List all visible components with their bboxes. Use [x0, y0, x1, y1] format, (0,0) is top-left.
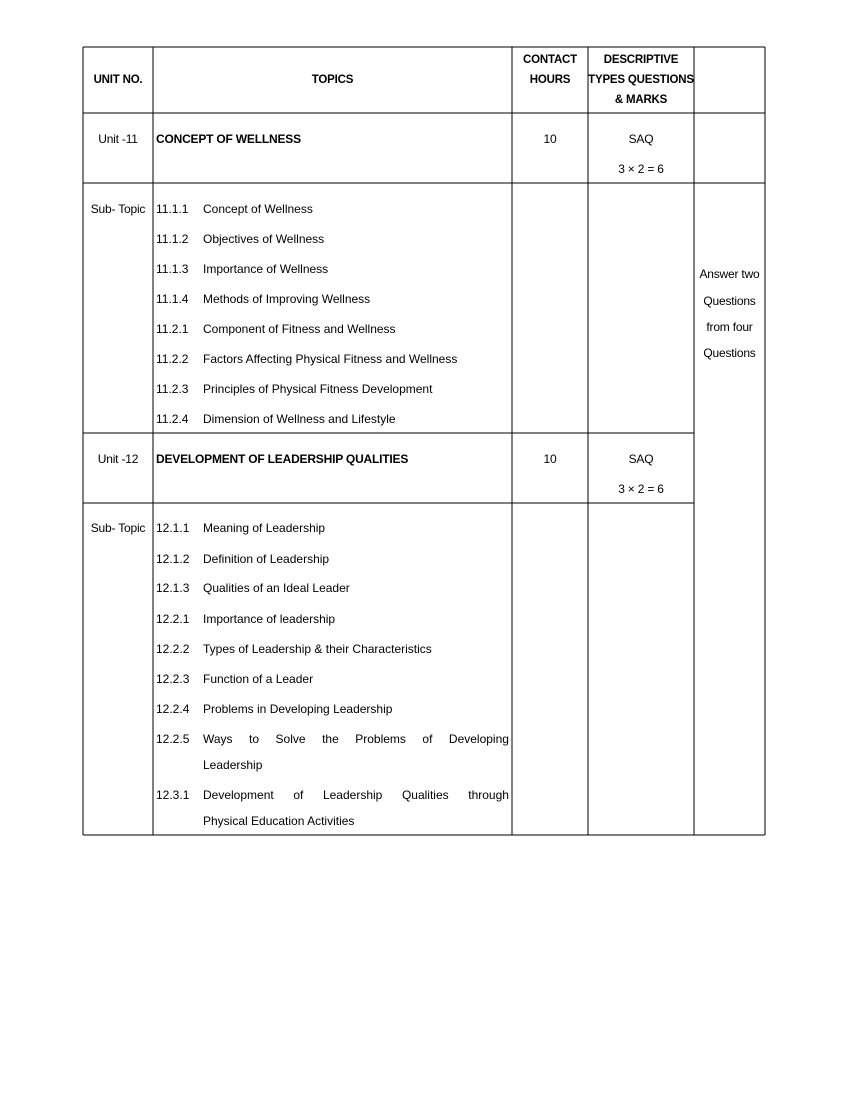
instruction-line3: from four: [706, 320, 753, 334]
subtopic-number: 12.2.3: [156, 672, 190, 686]
header-descriptive-line1: DESCRIPTIVE: [603, 54, 679, 66]
subtopic-number: 11.1.3: [156, 262, 189, 276]
subtopic-word: Leadership: [322, 788, 383, 802]
unit12-title: DEVELOPMENT OF LEADERSHIP QUALITIES: [156, 452, 409, 466]
subtopic-number: 11.2.2: [156, 352, 189, 366]
subtopic-number: 12.1.3: [156, 581, 190, 595]
subtopic-number: 12.2.2: [156, 642, 190, 656]
subtopic-number: 12.1.2: [156, 552, 190, 566]
subtopic-label: Objectives of Wellness: [203, 232, 325, 246]
subtopic-word: of: [293, 788, 304, 802]
header-contact-hours-line1: CONTACT: [523, 54, 577, 66]
instruction-line1: Answer two: [699, 267, 760, 281]
header-unit-no: UNIT NO.: [93, 74, 143, 86]
unit11-marks: 3 × 2 = 6: [618, 162, 664, 176]
subtopic-word: Ways: [203, 732, 233, 746]
subtopic-number: 11.2.3: [156, 382, 189, 396]
subtopic-label: Concept of Wellness: [203, 202, 313, 216]
subtopic-word: Qualities: [401, 788, 449, 802]
subtopic-label: Methods of Improving Wellness: [203, 292, 371, 306]
subtopic-word: to: [249, 732, 260, 746]
subtopic-label: Factors Affecting Physical Fitness and Wellness: [203, 352, 458, 366]
unit12-number: Unit -12: [97, 452, 139, 466]
subtopic-word: Solve: [275, 732, 306, 746]
instruction-line4: Questions: [703, 346, 756, 360]
subtopic-word: Development: [203, 788, 274, 802]
unit11-subtopic-label: Sub- Topic: [90, 202, 146, 216]
subtopic-label: Component of Fitness and Wellness: [203, 322, 396, 336]
subtopic-label: Types of Leadership & their Characteristics: [203, 642, 432, 656]
unit12-marks: 3 × 2 = 6: [618, 482, 664, 496]
instruction-line2: Questions: [703, 294, 756, 308]
subtopic-label-line2: Physical Education Activities: [203, 814, 355, 828]
subtopic-label: Qualities of an Ideal Leader: [203, 581, 350, 595]
subtopic-word: through: [468, 788, 509, 802]
unit11-question-type: SAQ: [628, 132, 654, 146]
subtopic-number: 11.1.2: [156, 232, 189, 246]
subtopic-word: the: [322, 732, 339, 746]
unit11-number: Unit -11: [98, 132, 138, 146]
subtopic-word: Problems: [355, 732, 406, 746]
header-descriptive-line3: & MARKS: [614, 94, 668, 106]
subtopic-number: 11.2.4: [156, 412, 189, 426]
subtopic-word: of: [422, 732, 433, 746]
subtopic-number: 11.2.1: [156, 322, 189, 336]
subtopic-number: 12.2.5: [156, 732, 190, 746]
subtopic-label: Meaning of Leadership: [203, 521, 326, 535]
subtopic-number: 11.1.4: [156, 292, 189, 306]
subtopic-label-line1: [203, 788, 509, 802]
subtopic-label: Importance of Wellness: [203, 262, 329, 276]
header-contact-hours-line2: HOURS: [529, 74, 571, 86]
subtopic-number: 12.2.1: [156, 612, 190, 626]
header-descriptive-line2: TYPES QUESTIONS: [588, 74, 694, 86]
subtopic-label-line1: [203, 732, 509, 746]
subtopic-number: 12.1.1: [156, 521, 190, 535]
subtopic-label: Problems in Developing Leadership: [203, 702, 393, 716]
subtopic-label: Importance of leadership: [203, 612, 336, 626]
subtopic-number: 12.3.1: [156, 788, 190, 802]
unit11-hours: 10: [543, 132, 557, 146]
subtopic-label: Dimension of Wellness and Lifestyle: [203, 412, 396, 426]
unit12-subtopic-label: Sub- Topic: [90, 521, 146, 535]
subtopic-label: Definition of Leadership: [203, 552, 330, 566]
subtopic-label: Principles of Physical Fitness Development: [203, 382, 433, 396]
header-topics: TOPICS: [311, 74, 354, 86]
unit12-question-type: SAQ: [628, 452, 654, 466]
subtopic-number: 11.1.1: [156, 202, 189, 216]
subtopic-label-line2: Leadership: [203, 758, 263, 772]
subtopic-word: Developing: [448, 732, 509, 746]
unit12-hours: 10: [543, 452, 557, 466]
subtopic-label: Function of a Leader: [203, 672, 314, 686]
subtopic-number: 12.2.4: [156, 702, 190, 716]
unit11-title: CONCEPT OF WELLNESS: [156, 132, 301, 146]
